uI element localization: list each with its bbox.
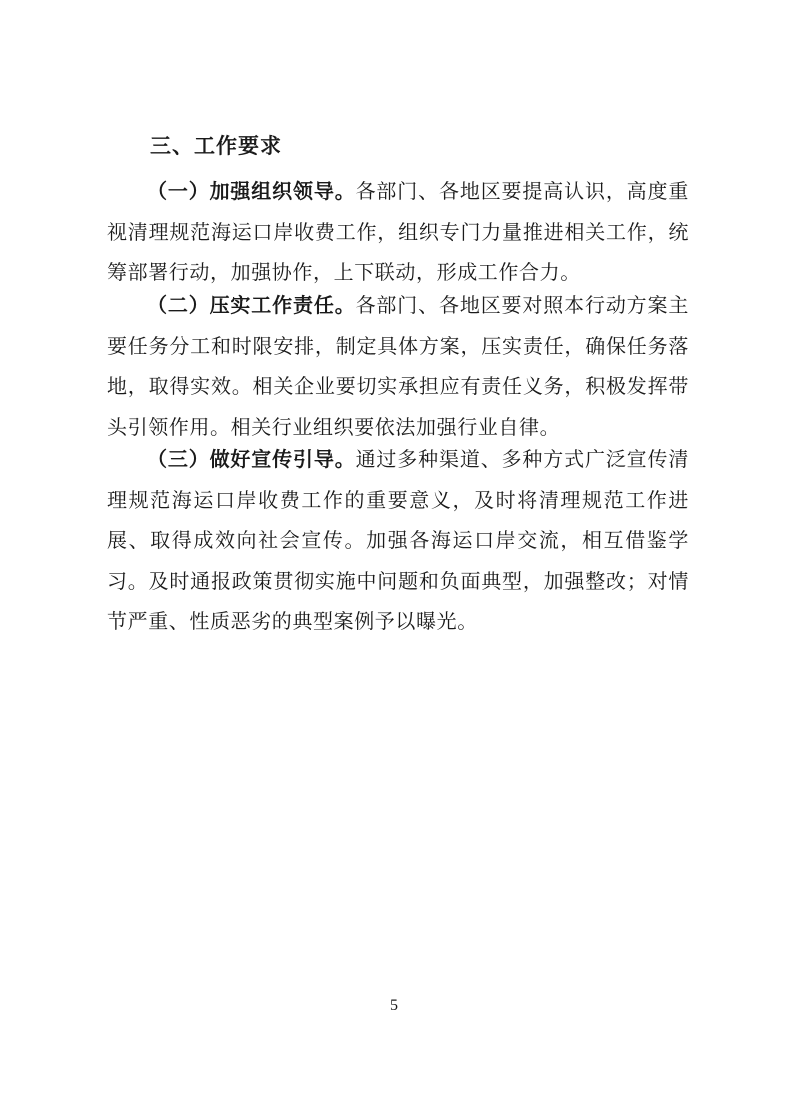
paragraph-organization-leadership [107, 171, 689, 293]
paragraph-body: 通过多种渠道、多种方式广泛宣传清理规范海运口岸收费工作的重要意义，及时将清理规范工作进展、取得成效向社会宣传。加强各海运口岸交流，相互借鉴学习。及时通报政策贯彻实施中问题和负面典型，加强整改；对情节严重、性质恶劣的典型案例予以曝光。 [107, 447, 689, 633]
paragraph-lead: （三）做好宣传引导。 [147, 447, 356, 471]
paragraph-body: 各部门、各地区要对照本行动方案主要任务分工和时限安排，制定具体方案，压实责任，确保任务落地，取得实效。相关企业要切实承担应有责任义务，积极发挥带头引领作用。相关行业组织要依法加强行业自律。 [107, 293, 689, 439]
page-number: 5 [390, 997, 398, 1014]
paragraph-publicity-guidance [107, 439, 689, 642]
paragraph-lead: （二）压实工作责任。 [147, 293, 356, 317]
paragraph-body: 各部门、各地区要提高认识，高度重视清理规范海运口岸收费工作，组织专门力量推进相关工作，统筹部署行动，加强协作，上下联动，形成工作合力。 [107, 179, 689, 284]
paragraph-work-responsibility [107, 285, 689, 447]
section-heading: 三、工作要求 [150, 134, 282, 158]
paragraph-lead: （一）加强组织领导。 [147, 179, 356, 203]
